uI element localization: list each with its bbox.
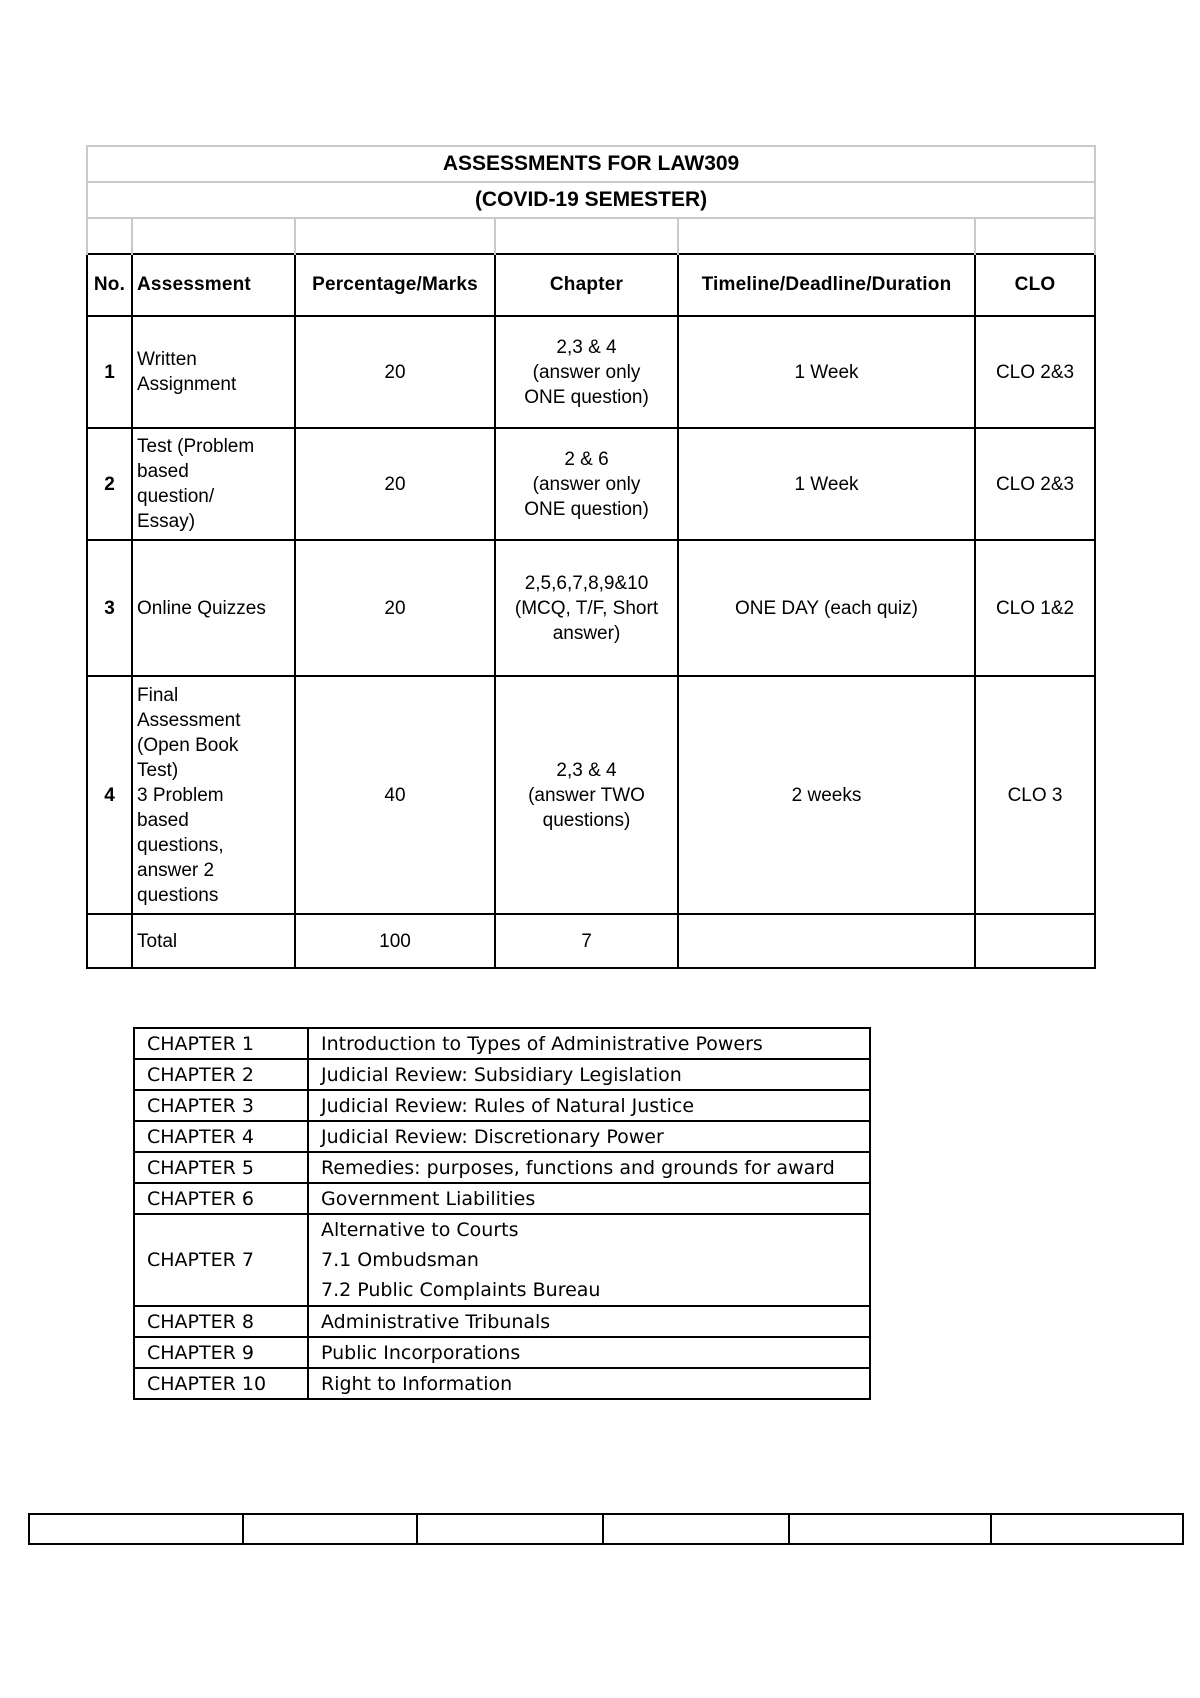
chapter-row (134, 1059, 870, 1090)
table-row (87, 428, 1095, 540)
chapter-number: CHAPTER 8 (134, 1306, 308, 1337)
row-clo: CLO 3 (975, 676, 1095, 914)
blank-cell (975, 218, 1095, 254)
row-assessment: Test (Problem based question/ Essay) (132, 428, 295, 540)
table-subtitle: (COVID-19 SEMESTER) (87, 182, 1095, 218)
blank-cell (295, 218, 495, 254)
chapter-title: Administrative Tribunals (308, 1306, 870, 1337)
chapter-title: Judicial Review: Subsidiary Legislation (308, 1059, 870, 1090)
row-marks: 20 (295, 316, 495, 428)
blank-cell (678, 218, 975, 254)
row-number: 1 (87, 316, 132, 428)
blank-cell (132, 218, 295, 254)
header-timeline: Timeline/Deadline/Duration (678, 254, 975, 316)
chapter-number: CHAPTER 6 (134, 1183, 308, 1214)
total-label: Total (132, 914, 295, 968)
chapter-row (134, 1090, 870, 1121)
chapter-title: Judicial Review: Rules of Natural Justice (308, 1090, 870, 1121)
chapter-row (134, 1214, 870, 1306)
header-chapter: Chapter (495, 254, 678, 316)
empty-row (29, 1514, 1183, 1544)
table-title: ASSESSMENTS FOR LAW309 (87, 146, 1095, 182)
row-number: 4 (87, 676, 132, 914)
table-title-row (87, 146, 1095, 182)
chapter-number: CHAPTER 3 (134, 1090, 308, 1121)
chapter-number: CHAPTER 9 (134, 1337, 308, 1368)
row-clo: CLO 2&3 (975, 316, 1095, 428)
row-number: 3 (87, 540, 132, 676)
row-marks: 20 (295, 428, 495, 540)
chapters-table (133, 1027, 871, 1400)
empty-cell (991, 1514, 1183, 1544)
header-row (87, 254, 1095, 316)
total-chapter: 7 (495, 914, 678, 968)
chapter-title: Introduction to Types of Administrative Powers (308, 1028, 870, 1059)
row-timeline: 1 Week (678, 316, 975, 428)
chapter-subitem: 7.2 Public Complaints Bureau (321, 1279, 601, 1301)
chapter-subitem: 7.1 Ombudsman (321, 1249, 479, 1271)
row-assessment: Online Quizzes (132, 540, 295, 676)
chapter-row (134, 1152, 870, 1183)
empty-cell (603, 1514, 789, 1544)
header-no: No. (87, 254, 132, 316)
row-chapter: 2 & 6 (answer only ONE question) (495, 428, 678, 540)
total-number (87, 914, 132, 968)
total-marks: 100 (295, 914, 495, 968)
row-timeline: 2 weeks (678, 676, 975, 914)
chapter-title-group (308, 1214, 870, 1306)
header-assessment: Assessment (132, 254, 295, 316)
empty-cell (789, 1514, 991, 1544)
total-timeline (678, 914, 975, 968)
chapter-number: CHAPTER 2 (134, 1059, 308, 1090)
empty-cell (243, 1514, 417, 1544)
chapter-number: CHAPTER 5 (134, 1152, 308, 1183)
header-clo: CLO (975, 254, 1095, 316)
row-assessment: Written Assignment (132, 316, 295, 428)
empty-footer-table (28, 1513, 1184, 1545)
chapter-title: Alternative to Courts (321, 1219, 519, 1241)
chapter-number: CHAPTER 10 (134, 1368, 308, 1399)
chapter-row (134, 1028, 870, 1059)
row-clo: CLO 2&3 (975, 428, 1095, 540)
blank-cell (87, 218, 132, 254)
chapter-number: CHAPTER 7 (134, 1214, 308, 1306)
chapter-row (134, 1306, 870, 1337)
table-subtitle-row (87, 182, 1095, 218)
row-assessment: Final Assessment (Open Book Test) 3 Problem based questions, answer 2 questions (132, 676, 295, 914)
chapter-number: CHAPTER 1 (134, 1028, 308, 1059)
empty-cell (417, 1514, 603, 1544)
row-clo: CLO 1&2 (975, 540, 1095, 676)
chapter-row (134, 1183, 870, 1214)
table-row (87, 540, 1095, 676)
row-marks: 20 (295, 540, 495, 676)
header-marks: Percentage/Marks (295, 254, 495, 316)
chapter-row (134, 1368, 870, 1399)
row-marks: 40 (295, 676, 495, 914)
chapter-row (134, 1121, 870, 1152)
row-number: 2 (87, 428, 132, 540)
blank-cell (495, 218, 678, 254)
assessment-table (86, 145, 1096, 969)
row-chapter: 2,3 & 4 (answer only ONE question) (495, 316, 678, 428)
row-chapter: 2,5,6,7,8,9&10 (MCQ, T/F, Short answer) (495, 540, 678, 676)
chapter-title: Right to Information (308, 1368, 870, 1399)
table-row (87, 316, 1095, 428)
table-row (87, 676, 1095, 914)
chapter-title: Judicial Review: Discretionary Power (308, 1121, 870, 1152)
chapter-row (134, 1337, 870, 1368)
chapter-title: Remedies: purposes, functions and grounds for award (308, 1152, 870, 1183)
chapter-title: Public Incorporations (308, 1337, 870, 1368)
row-timeline: ONE DAY (each quiz) (678, 540, 975, 676)
blank-row (87, 218, 1095, 254)
row-timeline: 1 Week (678, 428, 975, 540)
total-clo (975, 914, 1095, 968)
chapter-number: CHAPTER 4 (134, 1121, 308, 1152)
row-chapter: 2,3 & 4 (answer TWO questions) (495, 676, 678, 914)
empty-cell (29, 1514, 243, 1544)
chapter-title: Government Liabilities (308, 1183, 870, 1214)
total-row (87, 914, 1095, 968)
